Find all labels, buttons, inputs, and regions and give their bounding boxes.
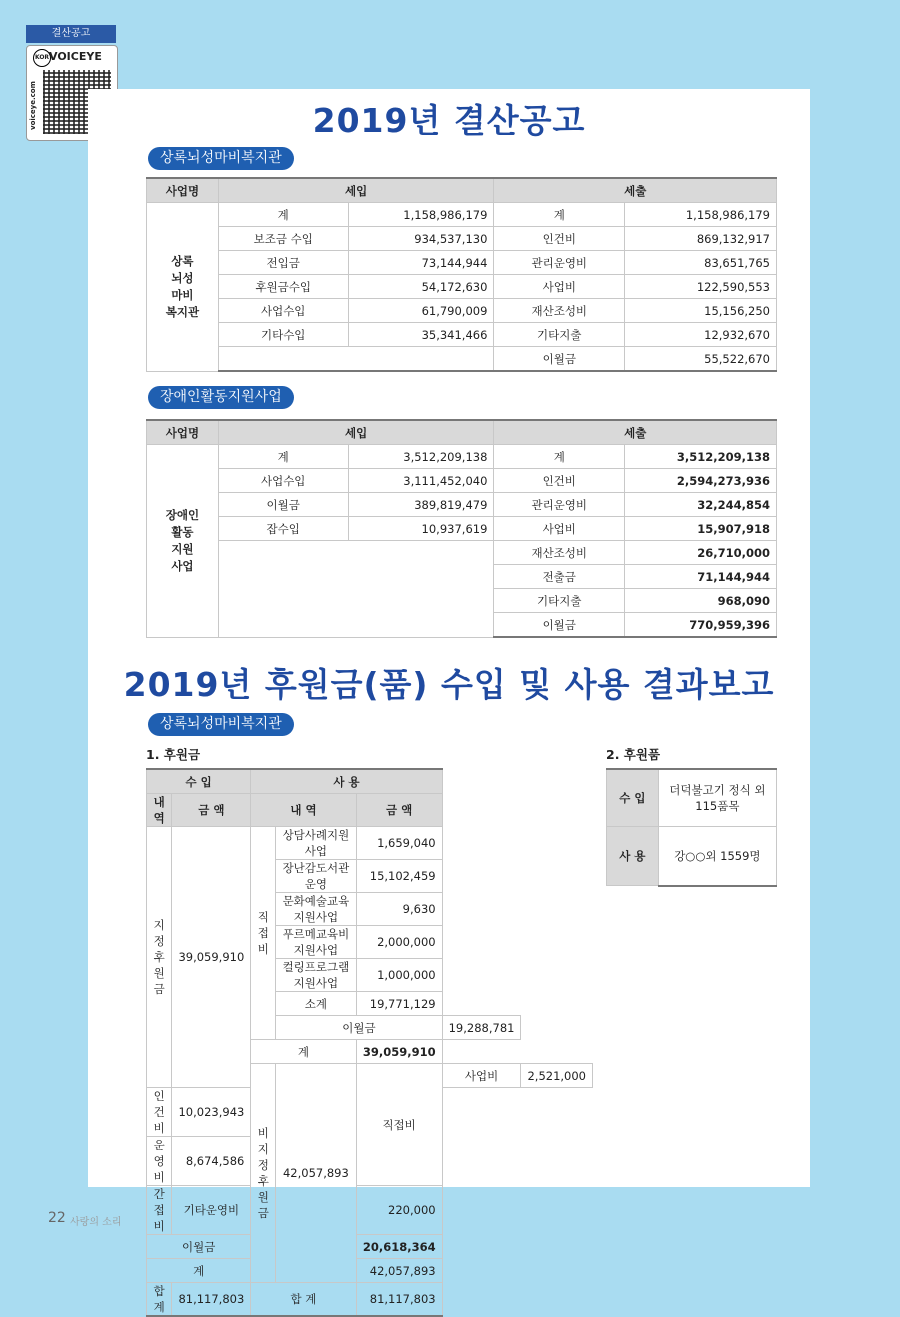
col-expense: 세출 (494, 420, 777, 445)
designated-name: 지정후원금 (147, 827, 172, 1088)
expense-item: 계 (494, 445, 625, 469)
table-row (147, 251, 777, 275)
use-amount: 2,521,000 (521, 1064, 593, 1088)
carry-amount: 20,618,364 (356, 1235, 442, 1259)
col-income: 수 입 (147, 769, 251, 794)
use-item: 운영비 (147, 1137, 172, 1186)
expense-item: 인건비 (494, 227, 625, 251)
use-amount: 220,000 (356, 1186, 442, 1235)
col-amount: 금 액 (356, 794, 442, 827)
carry-amount: 19,288,781 (442, 1016, 521, 1040)
income-item: 계 (218, 445, 348, 469)
total-label: 계 (251, 1040, 356, 1064)
income-item: 후원금수입 (218, 275, 348, 299)
income-amount: 1,158,986,179 (348, 203, 494, 227)
use-amount: 1,659,040 (356, 827, 442, 860)
income-amount: 389,819,479 (348, 493, 494, 517)
grand-total-label: 합 계 (147, 1283, 172, 1317)
indirect-cost-label: 간접비 (147, 1186, 172, 1235)
grand-total-label: 합 계 (251, 1283, 356, 1317)
col-detail: 내 역 (147, 794, 172, 827)
expense-item: 기타지출 (494, 589, 625, 613)
total-amount: 42,057,893 (356, 1259, 442, 1283)
expense-amount: 3,512,209,138 (625, 445, 777, 469)
use-item: 상담사례지원사업 (276, 827, 356, 860)
use-item: 푸르메교육비 지원사업 (276, 926, 356, 959)
income-item: 잡수입 (218, 517, 348, 541)
use-amount: 15,102,459 (356, 860, 442, 893)
expense-amount: 15,907,918 (625, 517, 777, 541)
income-amount: 61,790,009 (348, 299, 494, 323)
expense-amount: 71,144,944 (625, 565, 777, 589)
expense-amount: 1,158,986,179 (625, 203, 777, 227)
expense-item: 재산조성비 (494, 299, 625, 323)
use-amount: 1,000,000 (356, 959, 442, 992)
use-amount: 10,023,943 (172, 1088, 251, 1137)
use-amount: 9,630 (356, 893, 442, 926)
org-name: 상록 뇌성 마비 복지관 (147, 203, 219, 372)
expense-amount: 83,651,765 (625, 251, 777, 275)
use-amount: 8,674,586 (172, 1137, 251, 1186)
expense-item: 관리운영비 (494, 493, 625, 517)
income-amount: 73,144,944 (348, 251, 494, 275)
table-row (147, 299, 777, 323)
settlement-table-2 (146, 419, 777, 638)
table-row (147, 517, 777, 541)
expense-item: 관리운영비 (494, 251, 625, 275)
table-row (147, 445, 777, 469)
table-row (147, 469, 777, 493)
income-amount: 3,111,452,040 (348, 469, 494, 493)
total-amount: 39,059,910 (356, 1040, 442, 1064)
income-amount: 3,512,209,138 (348, 445, 494, 469)
nondesignated-name: 비지정후원금 (251, 1064, 276, 1283)
page-number: 22 (48, 1210, 66, 1226)
expense-amount: 770,959,396 (625, 613, 777, 638)
goods-use-value: 강○○외 1559명 (658, 827, 776, 886)
expense-item: 전출금 (494, 565, 625, 589)
title-donation-report: 2019년 후원금(품) 수입 및 사용 결과보고 (123, 665, 775, 704)
table-row (147, 347, 777, 372)
expense-item: 기타지출 (494, 323, 625, 347)
direct-cost-label: 직접비 (356, 1064, 442, 1186)
carry-label: 이월금 (276, 1016, 442, 1040)
expense-item: 사업비 (494, 517, 625, 541)
donation-money-table (146, 768, 593, 1317)
expense-amount: 26,710,000 (625, 541, 777, 565)
income-amount: 54,172,630 (348, 275, 494, 299)
col-use: 사 용 (251, 769, 442, 794)
donation-goods-table (606, 768, 777, 887)
table-row (147, 541, 777, 565)
section-label-3: 상록뇌성마비복지관 (148, 713, 294, 736)
empty-cell (218, 347, 494, 372)
goods-income-value: 더덕불고기 정식 외 115품목 (658, 769, 776, 827)
designated-amount: 39,059,910 (172, 827, 251, 1088)
use-amount: 2,000,000 (356, 926, 442, 959)
total-label: 계 (147, 1259, 251, 1283)
expense-amount: 15,156,250 (625, 299, 777, 323)
income-item: 계 (218, 203, 348, 227)
settlement-table-1 (146, 177, 777, 372)
use-item: 소계 (276, 992, 356, 1016)
expense-item: 이월금 (494, 613, 625, 638)
goods-use-label: 사 용 (607, 827, 659, 886)
expense-amount: 2,594,273,936 (625, 469, 777, 493)
empty-cell (218, 541, 494, 638)
direct-cost-label: 직접비 (251, 827, 276, 1040)
expense-amount: 12,932,670 (625, 323, 777, 347)
use-item: 컬링프로그램 지원사업 (276, 959, 356, 992)
magazine-logo: 사랑의 소리 (70, 1217, 122, 1228)
expense-amount: 968,090 (625, 589, 777, 613)
income-item: 전입금 (218, 251, 348, 275)
notice-tag: 결산공고 (26, 25, 116, 43)
section-label-2: 장애인활동지원사업 (148, 386, 294, 409)
income-amount: 10,937,619 (348, 517, 494, 541)
expense-amount: 869,132,917 (625, 227, 777, 251)
donation-money-title: 1. 후원금 (146, 747, 201, 762)
title-settlement: 2019년 결산공고 (312, 101, 586, 140)
table-row (147, 227, 777, 251)
income-item: 이월금 (218, 493, 348, 517)
expense-item: 이월금 (494, 347, 625, 372)
use-item: 사업비 (442, 1064, 521, 1088)
expense-item: 인건비 (494, 469, 625, 493)
nondesignated-amount: 42,057,893 (276, 1064, 356, 1283)
income-item: 사업수입 (218, 469, 348, 493)
income-item: 사업수입 (218, 299, 348, 323)
voiceye-logo: VOICEYE (49, 50, 102, 63)
income-amount: 35,341,466 (348, 323, 494, 347)
col-detail: 내 역 (251, 794, 356, 827)
expense-item: 사업비 (494, 275, 625, 299)
goods-income-label: 수 입 (607, 769, 659, 827)
income-amount: 934,537,130 (348, 227, 494, 251)
table-row (147, 323, 777, 347)
expense-amount: 32,244,854 (625, 493, 777, 517)
use-item: 문화예술교육지원사업 (276, 893, 356, 926)
col-amount: 금 액 (172, 794, 251, 827)
expense-amount: 122,590,553 (625, 275, 777, 299)
donation-goods-title: 2. 후원품 (606, 747, 661, 762)
org-name: 장애인 활동 지원 사업 (147, 445, 219, 638)
section-label-1: 상록뇌성마비복지관 (148, 147, 294, 170)
carry-label: 이월금 (147, 1235, 251, 1259)
use-item: 인건비 (147, 1088, 172, 1137)
col-expense: 세출 (494, 178, 777, 203)
grand-total-use: 81,117,803 (356, 1283, 442, 1317)
grand-total-income: 81,117,803 (172, 1283, 251, 1317)
kor-mark: KOR (33, 49, 51, 67)
use-item: 장난감도서관 운영 (276, 860, 356, 893)
income-item: 보조금 수입 (218, 227, 348, 251)
col-org: 사업명 (147, 178, 219, 203)
table-row (147, 493, 777, 517)
use-item: 기타운영비 (172, 1186, 251, 1235)
col-org: 사업명 (147, 420, 219, 445)
expense-item: 재산조성비 (494, 541, 625, 565)
use-amount: 19,771,129 (356, 992, 442, 1016)
col-income: 세입 (218, 420, 494, 445)
income-item: 기타수입 (218, 323, 348, 347)
voiceye-url: voiceye.com (29, 81, 37, 130)
table-row (147, 203, 777, 227)
col-income: 세입 (218, 178, 494, 203)
table-row (147, 275, 777, 299)
expense-item: 계 (494, 203, 625, 227)
expense-amount: 55,522,670 (625, 347, 777, 372)
